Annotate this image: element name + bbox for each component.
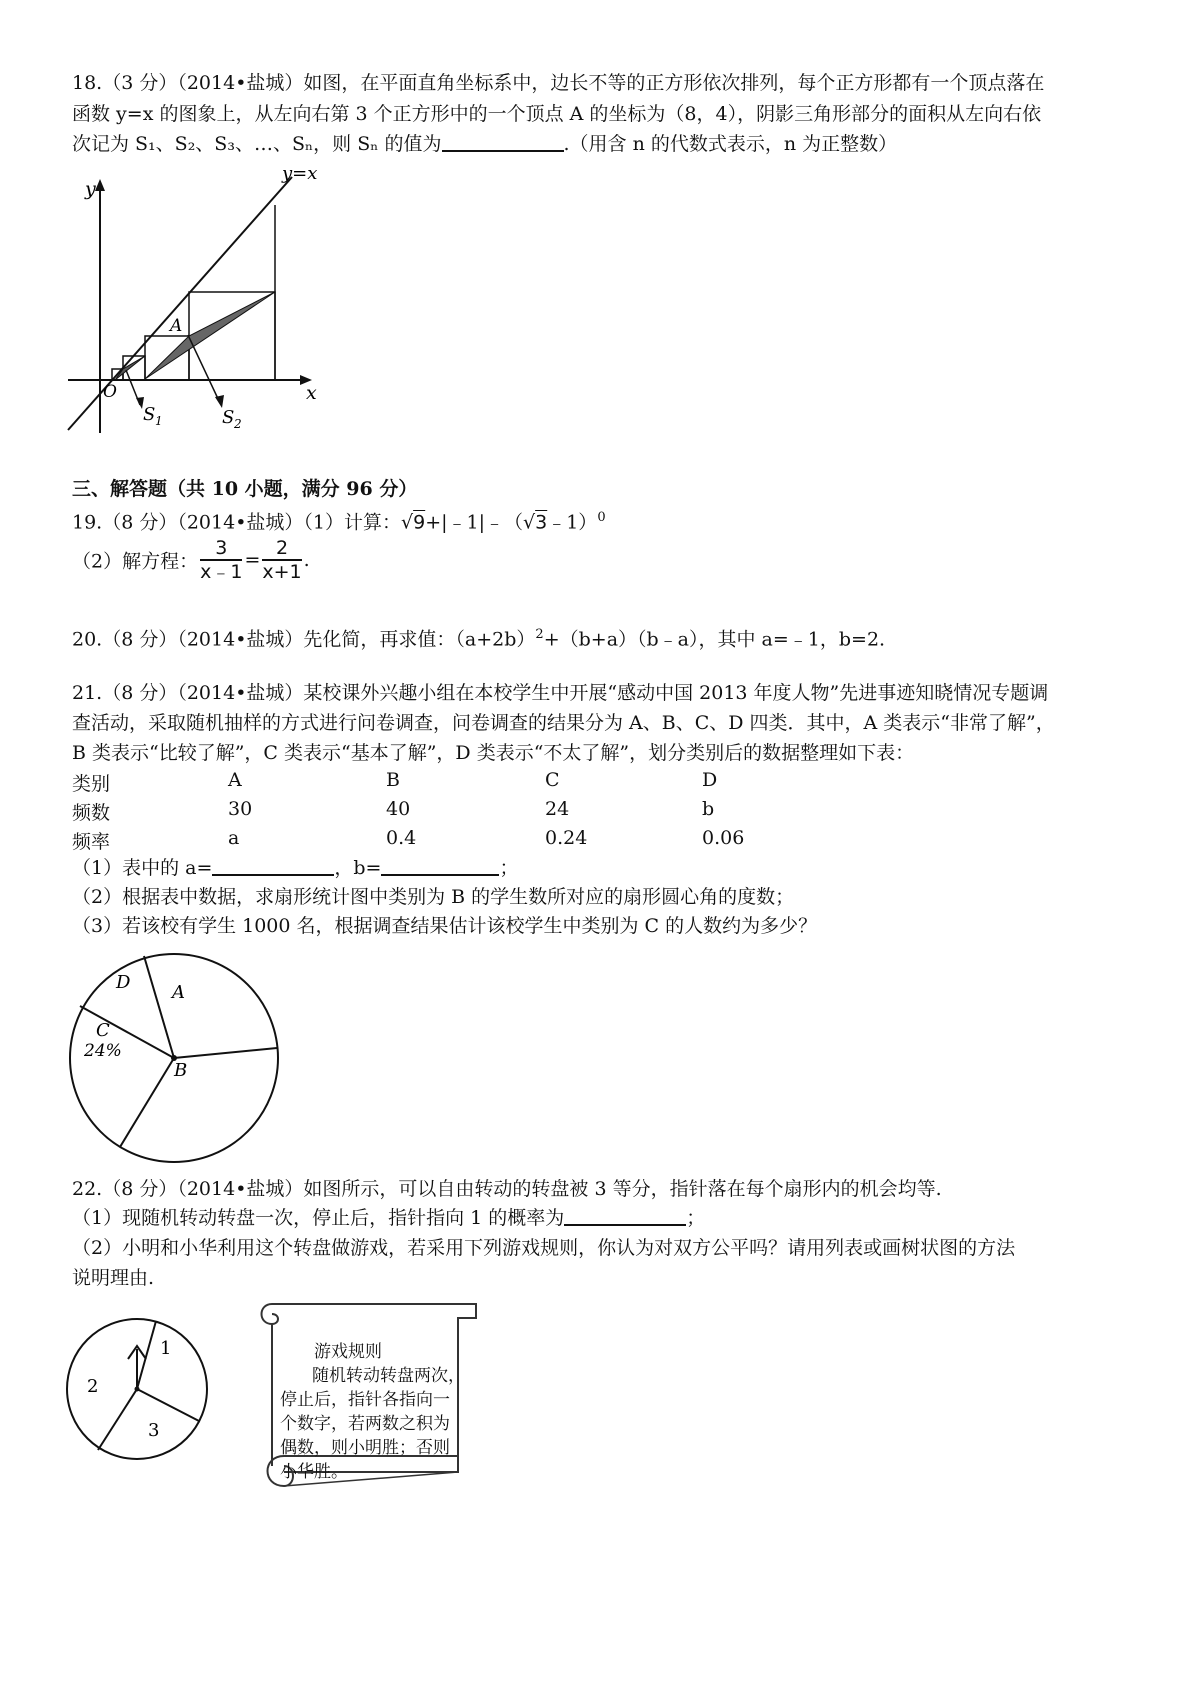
q19-fraction-2 (262, 537, 301, 583)
q18-line3-suffix: .（用含 n 的代数式表示，n 为正整数） (563, 133, 898, 155)
pie-label-a: A (172, 982, 185, 1003)
s1-sub-label: 1 (155, 414, 163, 428)
q22-sub1 (72, 1205, 705, 1231)
q21-line1: 21.（8 分）（2014•盐城）某校课外兴趣小组在本校学生中开展“感动中国 2013 年度人物”先进事迹知晓情况专题调 (72, 682, 1049, 704)
table-cell: a (228, 827, 240, 849)
q18-line3-text: 次记为 S₁、S₂、S₃、…、Sₙ，则 Sₙ 的值为 (72, 133, 442, 155)
q19-expr-b: +|﹣1|﹣（ (425, 511, 524, 534)
q18-figure (60, 165, 340, 445)
table-cell: B (386, 769, 400, 791)
table-cell: 30 (228, 798, 253, 820)
q21-sub1 (72, 855, 519, 881)
rules-line5: 小华胜。 (280, 1462, 348, 1482)
line-label: y=x (282, 165, 318, 184)
q19-line1 (72, 505, 606, 535)
rules-line1: 随机转动转盘两次， (312, 1366, 465, 1386)
table-cell: A (228, 769, 242, 791)
q21-sub1-b: ，b= (334, 857, 382, 879)
spinner-number-1: 1 (160, 1338, 172, 1359)
q19-equals: = (244, 549, 261, 571)
x-axis-label: x (306, 382, 317, 404)
q19-frac1-den: x﹣1 (200, 561, 243, 583)
q21-line3: B 类表示“比较了解”，C 类表示“基本了解”，D 类表示“不太了解”，划分类别后的数据整理如下表： (72, 742, 915, 764)
q21-sub1-c: ； (499, 857, 519, 879)
q19-frac2-num: 2 (262, 537, 301, 561)
y-axis-label: y (85, 178, 96, 200)
q22-sub1-a: （1）现随机转动转盘一次，停止后，指针指向 1 的概率为 (72, 1207, 565, 1229)
q19-sqrt9: 9 (413, 511, 426, 534)
s2-pointer (188, 335, 220, 403)
table-cell: b (702, 798, 715, 820)
rules-line4: 偶数，则小明胜；否则 (280, 1438, 450, 1458)
s1-label: S (143, 404, 156, 425)
q20-text2: +（b+a）（b﹣a），其中 a=﹣1，b=2. (543, 628, 886, 651)
pie-label-c: C (96, 1020, 110, 1041)
q20-line (72, 622, 885, 652)
q20-exponent: 2 (535, 627, 544, 642)
table-cell: 类别 (72, 773, 111, 795)
q19-line2 (72, 537, 310, 583)
q19-frac2-den: x+1 (262, 561, 302, 583)
q22-answer-blank[interactable] (564, 1206, 686, 1226)
q22-sub2-line2: 说明理由. (72, 1267, 155, 1289)
spinner-center (135, 1387, 140, 1392)
q21-line2: 查活动，采取随机抽样的方式进行问卷调查，问卷调查的结果分为 A、B、C、D 四类．其中，A 类表示“非常了解”， (72, 712, 1055, 734)
q19-expr-d: ﹣1） (547, 511, 598, 534)
sqrt-symbol-2: √ (523, 511, 536, 534)
table-cell: 0.4 (386, 827, 417, 849)
s2-sub-label: 2 (234, 417, 242, 431)
q21-pie-chart (64, 948, 284, 1168)
origin-label: O (103, 382, 117, 402)
q19-sqrt3: 3 (535, 511, 548, 534)
pie-label-d: D (116, 972, 131, 993)
sqrt-symbol: √ (401, 511, 414, 534)
q21-blank-a[interactable] (212, 856, 334, 876)
rules-title: 游戏规则 (314, 1342, 382, 1362)
q19-fraction-1 (200, 537, 242, 583)
pie-label-b: B (174, 1060, 188, 1081)
q22-sub1-b: ； (686, 1207, 706, 1229)
table-cell: 24 (545, 798, 570, 820)
q22-spinner (62, 1314, 212, 1464)
q18-line3 (72, 131, 897, 157)
q21-sub3: （3）若该校有学生 1000 名，根据调查结果估计该校学生中类别为 C 的人数约为多少？ (72, 915, 818, 937)
q18-line2: 函数 y=x 的图象上，从左向右第 3 个正方形中的一个顶点 A 的坐标为（8，4），阴影三角形部分的面积从左向右依 (72, 103, 1042, 125)
q19-end: . (303, 549, 310, 571)
q18-line1: 18.（3 分）（2014•盐城）如图，在平面直角坐标系中，边长不等的正方形依次排列，每个正方形都有一个顶点落在 (72, 72, 1045, 94)
q21-sub2: （2）根据表中数据，求扇形统计图中类别为 B 的学生数所对应的扇形圆心角的度数； (72, 886, 795, 908)
q21-sub1-a: （1）表中的 a= (72, 857, 213, 879)
q21-blank-b[interactable] (381, 856, 499, 876)
s2-label: S (222, 407, 235, 428)
q22-sub2-line1: （2）小明和小华利用这个转盘做游戏，若采用下列游戏规则，你认为对双方公平吗？请用列表或画树状图的方法 (72, 1237, 1016, 1259)
table-cell: C (545, 769, 560, 791)
table-cell: 0.24 (545, 827, 588, 849)
point-a-label: A (170, 316, 183, 336)
spinner-number-3: 3 (148, 1420, 160, 1441)
table-cell: D (702, 769, 718, 791)
table-cell: 频率 (72, 831, 111, 853)
q19-exponent: 0 (597, 510, 606, 525)
spinner-number-2: 2 (87, 1376, 99, 1397)
pie-label-c-percent: 24% (84, 1041, 122, 1061)
table-cell: 频数 (72, 802, 111, 824)
section-3-title: 三、解答题（共 10 小题，满分 96 分） (72, 478, 418, 500)
rules-line3: 个数字，若两数之积为 (280, 1414, 450, 1434)
rules-line2: 停止后，指针各指向一 (280, 1390, 450, 1410)
q18-answer-blank[interactable] (442, 132, 564, 152)
y-axis-arrow (95, 179, 105, 191)
q22-line1: 22.（8 分）（2014•盐城）如图所示，可以自由转动的转盘被 3 等分，指针落在每个扇形内的机会均等. (72, 1178, 942, 1200)
q19-frac1-num: 3 (200, 537, 242, 561)
q20-text: 20.（8 分）（2014•盐城）先化简，再求值：（a+2b） (72, 628, 536, 651)
q19-line2-prefix: （2）解方程： (72, 550, 199, 573)
table-cell: 40 (386, 798, 411, 820)
q19-prefix: 19.（8 分）（2014•盐城）（1）计算： (72, 511, 401, 534)
table-cell: 0.06 (702, 827, 745, 849)
